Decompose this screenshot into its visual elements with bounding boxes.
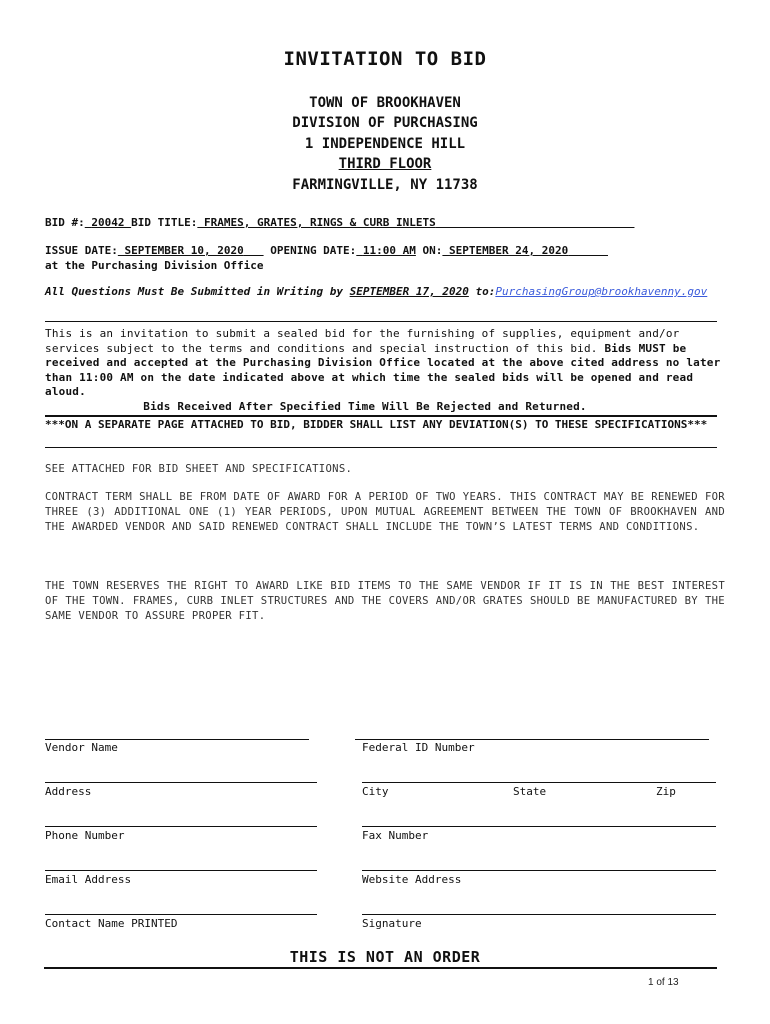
zip-label: Zip bbox=[656, 785, 676, 798]
not-an-order-notice: THIS IS NOT AN ORDER bbox=[289, 948, 481, 966]
issue-date: SEPTEMBER 10, 2020 bbox=[124, 244, 244, 257]
federal-id-line[interactable] bbox=[355, 739, 709, 740]
fax-line[interactable] bbox=[362, 826, 716, 827]
bid-info-row bbox=[45, 216, 634, 229]
contact-name-label: Contact Name PRINTED bbox=[45, 917, 178, 930]
address-line-2: DIVISION OF PURCHASING bbox=[292, 115, 478, 131]
phone-line[interactable] bbox=[45, 826, 317, 827]
divider bbox=[45, 321, 717, 322]
signature-line[interactable] bbox=[362, 914, 716, 915]
email-line[interactable] bbox=[45, 870, 317, 871]
opening-time: 11:00 AM bbox=[362, 244, 416, 257]
page-number: 1 of 13 bbox=[648, 977, 679, 988]
issue-date-label: ISSUE DATE: bbox=[45, 244, 118, 257]
address-line[interactable] bbox=[45, 782, 317, 783]
location-text: at the Purchasing Division Office bbox=[45, 259, 264, 272]
contact-name-line[interactable] bbox=[45, 914, 317, 915]
address-line-3: 1 INDEPENDENCE HILL bbox=[304, 136, 466, 152]
address-line-4: THIRD FLOOR bbox=[338, 156, 432, 172]
document-title: INVITATION TO BID bbox=[283, 48, 487, 70]
bid-title-label: BID TITLE: bbox=[131, 216, 198, 229]
signature-label: Signature bbox=[362, 917, 422, 930]
dates-row bbox=[45, 244, 608, 257]
divider bbox=[45, 447, 717, 448]
questions-email-link[interactable]: PurchasingGroup@brookhavenny.gov bbox=[495, 285, 708, 298]
vendor-name-line[interactable] bbox=[45, 739, 309, 740]
bid-title: FRAMES, GRATES, RINGS & CURB INLETS bbox=[203, 216, 436, 229]
invitation-bold-text: Bids MUST be received and accepted at the Purchasing Division Office located at the above cited address no later than 11:00 AM on the date indicated above at which time the sealed bids will be opened and read aloud. bbox=[45, 341, 721, 399]
fax-label: Fax Number bbox=[362, 829, 429, 842]
invitation-paragraph bbox=[45, 327, 725, 415]
questions-row bbox=[45, 285, 707, 298]
on-label: ON: bbox=[422, 244, 443, 257]
opening-date: SEPTEMBER 24, 2020 bbox=[449, 244, 569, 257]
phone-label: Phone Number bbox=[45, 829, 125, 842]
opening-date-label: OPENING DATE: bbox=[270, 244, 357, 257]
city-label: City bbox=[362, 785, 389, 798]
address-line-5: FARMINGVILLE, NY 11738 bbox=[292, 177, 478, 193]
body-paragraph-3: THE TOWN RESERVES THE RIGHT TO AWARD LIKE BID ITEMS TO THE SAME VENDOR IF IT IS IN THE BEST INTEREST OF THE TOWN. FRAMES, CURB INLET STRUCTURES AND THE COVERS AND/OR GRATES SHOULD BE MANUFACTURED BY THE SAME VENDOR TO ASSURE PROPER FIT. bbox=[45, 580, 725, 623]
vendor-name-label: Vendor Name bbox=[45, 741, 118, 754]
state-label: State bbox=[513, 785, 547, 798]
bid-number: 20042 bbox=[91, 216, 125, 229]
footer-divider bbox=[44, 967, 717, 969]
divider bbox=[45, 415, 717, 417]
website-line[interactable] bbox=[362, 870, 716, 871]
questions-deadline: SEPTEMBER 17, 2020 bbox=[349, 285, 469, 298]
address-line-1: TOWN OF BROOKHAVEN bbox=[309, 95, 461, 111]
address-label: Address bbox=[45, 785, 92, 798]
federal-id-label: Federal ID Number bbox=[362, 741, 475, 754]
body-paragraph-1: SEE ATTACHED FOR BID SHEET AND SPECIFICATIONS. bbox=[45, 463, 353, 475]
website-label: Website Address bbox=[362, 873, 462, 886]
questions-to: to: bbox=[475, 285, 496, 298]
body-paragraph-2: CONTRACT TERM SHALL BE FROM DATE OF AWARD FOR A PERIOD OF TWO YEARS. THIS CONTRACT MAY BE RENEWED FOR THREE (3) ADDITIONAL ONE (1) YEAR PERIODS, UPON MUTUAL AGREEMENT BETWEEN THE TOWN OF BROOKHAVEN AND THE AWARDED VENDOR AND SAID RENEWED CONTRACT SHALL INCLUDE THE TOWN’S LATEST TERMS AND CONDITIONS. bbox=[45, 491, 725, 534]
questions-prefix: All Questions Must Be Submitted in Writing by bbox=[45, 285, 344, 298]
city-state-zip-line[interactable] bbox=[362, 782, 716, 783]
email-label: Email Address bbox=[45, 873, 132, 886]
late-bid-notice: Bids Received After Specified Time Will Be Rejected and Returned. bbox=[143, 399, 587, 413]
bid-number-label: BID #: bbox=[45, 216, 85, 229]
invitation-text: This is an invitation to submit a sealed bid for the furnishing of supplies, equipment and/or services subject to the terms and conditions and special instruction of this bid. bbox=[45, 327, 680, 355]
deviation-notice: ***ON A SEPARATE PAGE ATTACHED TO BID, BIDDER SHALL LIST ANY DEVIATION(S) TO THESE SPECIFICATIONS*** bbox=[45, 418, 708, 431]
